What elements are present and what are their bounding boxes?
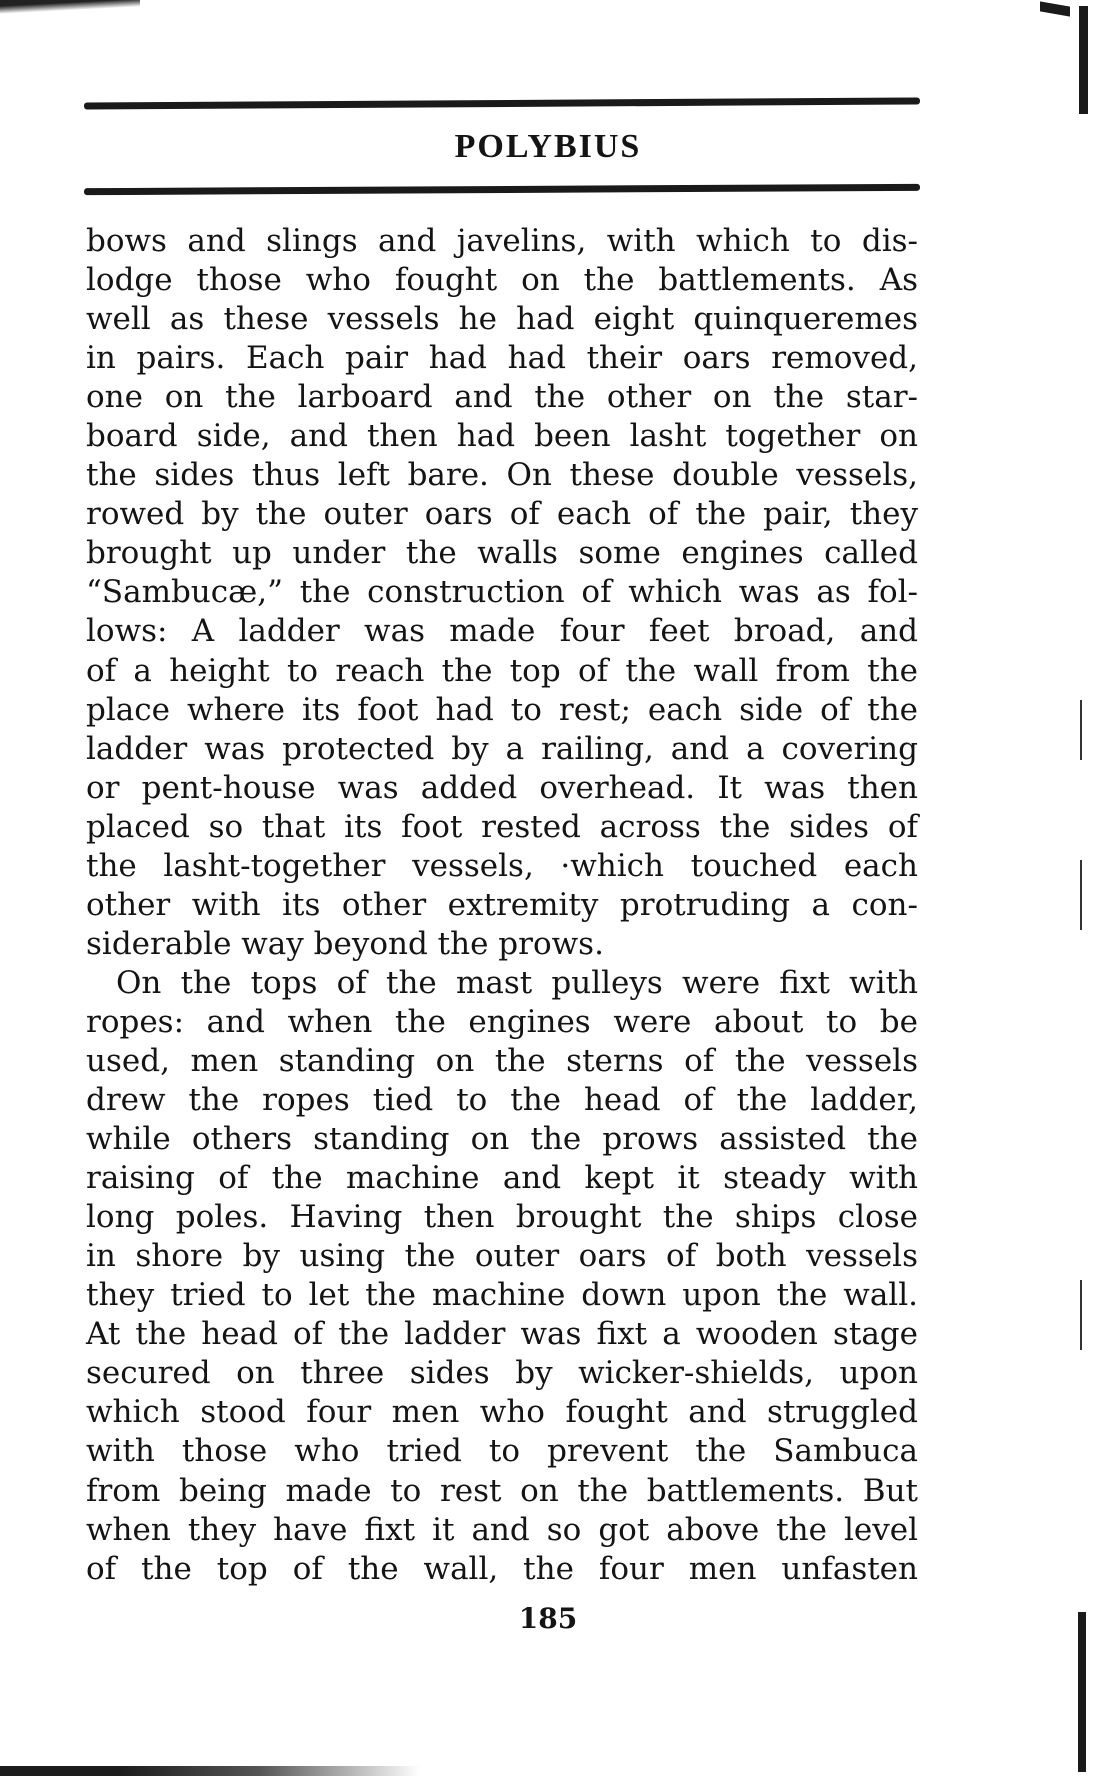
text-line: “Sambucæ,” the construction of which was as fol-: [86, 574, 918, 611]
text-line: drew the ropes tied to the head of the ladder,: [86, 1082, 918, 1119]
scan-edge-shadow-bottom-left: [0, 1766, 420, 1776]
text-line: brought up under the walls some engines called: [86, 535, 918, 572]
text-line: placed so that its foot rested across the sides of: [86, 808, 918, 845]
header-rule-bottom: [84, 184, 920, 195]
text-line: well as these vessels he had eight quinqueremes: [86, 301, 918, 338]
running-head: POLYBIUS: [454, 128, 642, 165]
text-line: or pent-house was added overhead. It was then: [86, 769, 918, 806]
header-rule-top: [84, 97, 920, 109]
scan-edge-mark: [1080, 700, 1082, 760]
text-line: the lasht-together vessels, ·which touched each: [86, 847, 918, 884]
text-line: used, men standing on the sterns of the vessels: [86, 1042, 918, 1079]
scan-edge-shadow-top-right: [1040, 1, 1070, 16]
text-line: other with its other extremity protruding a con-: [86, 886, 918, 923]
scan-edge-shadow-top-left: [0, 0, 140, 14]
text-line: lows: A ladder was made four feet broad, and: [86, 613, 918, 650]
text-line: when they have fixt it and so got above the level: [86, 1511, 918, 1548]
text-line: board side, and then had been lasht together on: [86, 418, 918, 455]
text-line: lodge those who fought on the battlements. As: [86, 262, 918, 299]
text-line: place where its foot had to rest; each side of the: [86, 691, 918, 728]
text-line: one on the larboard and the other on the star-: [86, 379, 918, 416]
text-line: while others standing on the prows assisted the: [86, 1121, 918, 1158]
text-line: in shore by using the outer oars of both vessels: [86, 1238, 918, 1275]
text-line: which stood four men who fought and struggled: [86, 1394, 918, 1431]
text-line: in pairs. Each pair had had their oars removed,: [86, 340, 918, 377]
body-text: [86, 222, 918, 1589]
text-line: of the top of the wall, the four men unfasten: [86, 1550, 918, 1587]
text-line: On the tops of the mast pulleys were fixt with: [116, 964, 918, 1001]
scan-edge-shadow-right-lower: [1078, 1612, 1086, 1772]
text-line: secured on three sides by wicker-shields, upon: [86, 1355, 918, 1392]
text-line: raising of the machine and kept it steady with: [86, 1160, 918, 1197]
text-line: with those who tried to prevent the Sambuca: [86, 1433, 918, 1470]
text-line: they tried to let the machine down upon the wall.: [86, 1277, 918, 1314]
text-line: rowed by the outer oars of each of the pair, they: [86, 496, 918, 533]
scan-edge-mark: [1080, 1280, 1082, 1350]
text-line: of a height to reach the top of the wall from the: [86, 652, 918, 689]
text-line: ladder was protected by a railing, and a covering: [86, 730, 918, 767]
text-line: from being made to rest on the battlements. But: [86, 1472, 918, 1509]
text-line: ropes: and when the engines were about to be: [86, 1003, 918, 1040]
text-line: At the head of the ladder was fixt a wooden stage: [86, 1316, 918, 1353]
scan-edge-shadow-right-upper: [1079, 6, 1088, 114]
page-number: 185: [518, 1602, 578, 1635]
text-line: the sides thus left bare. On these double vessels,: [86, 457, 918, 494]
text-line: long poles. Having then brought the ships close: [86, 1199, 918, 1236]
text-line: siderable way beyond the prows.: [86, 925, 604, 962]
text-line: bows and slings and javelins, with which to dis-: [86, 223, 918, 259]
scan-edge-mark: [1080, 860, 1082, 930]
